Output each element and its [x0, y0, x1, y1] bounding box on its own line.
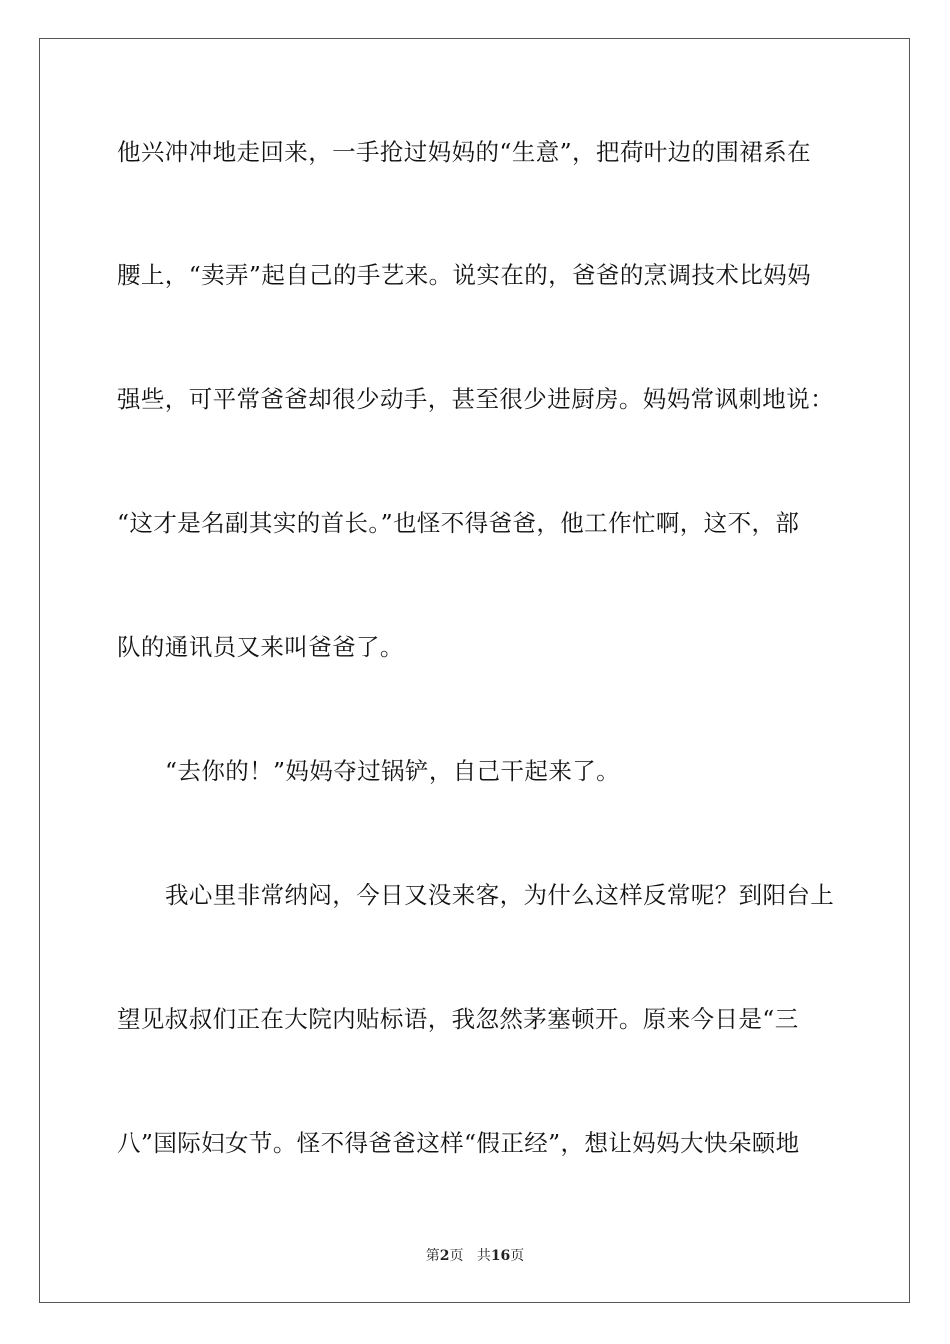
text-line-3: 强些，可平常爸爸却很少动手，甚至很少进厨房。妈妈常讽刺地说：	[117, 385, 834, 413]
text-line-5: 队的通讯员又来叫爸爸了。	[117, 633, 404, 661]
text-line-2: 腰上，“卖弄”起自己的手艺来。说实在的，爸爸的烹调技术比妈妈	[117, 261, 812, 289]
text-line-8: 望见叔叔们正在大院内贴标语，我忽然茅塞顿开。原来今日是“三	[117, 1005, 799, 1033]
page-suffix: 页	[449, 1248, 464, 1264]
text-line-9: 八”国际妇女节。怪不得爸爸这样“假正经”，想让妈妈大快朵颐地	[117, 1129, 800, 1157]
page-border	[39, 38, 910, 1303]
page-footer	[0, 1247, 950, 1265]
total-suffix: 页	[510, 1248, 525, 1264]
text-line-1: 他兴冲冲地走回来，一手抢过妈妈的“生意”，把荷叶边的围裙系在	[117, 138, 812, 166]
total-prefix: 共	[476, 1248, 491, 1264]
total-pages: 16	[490, 1248, 511, 1264]
text-line-4: “这才是名副其实的首长。”也怪不得爸爸，他工作忙啊，这不，部	[117, 509, 800, 537]
text-line-6: “去你的！”妈妈夺过锅铲，自己干起来了。	[165, 757, 621, 785]
text-line-7: 我心里非常纳闷，今日又没来客，为什么这样反常呢？到阳台上	[165, 881, 835, 909]
page-number: 2	[439, 1248, 450, 1264]
page-prefix: 第	[425, 1248, 440, 1264]
